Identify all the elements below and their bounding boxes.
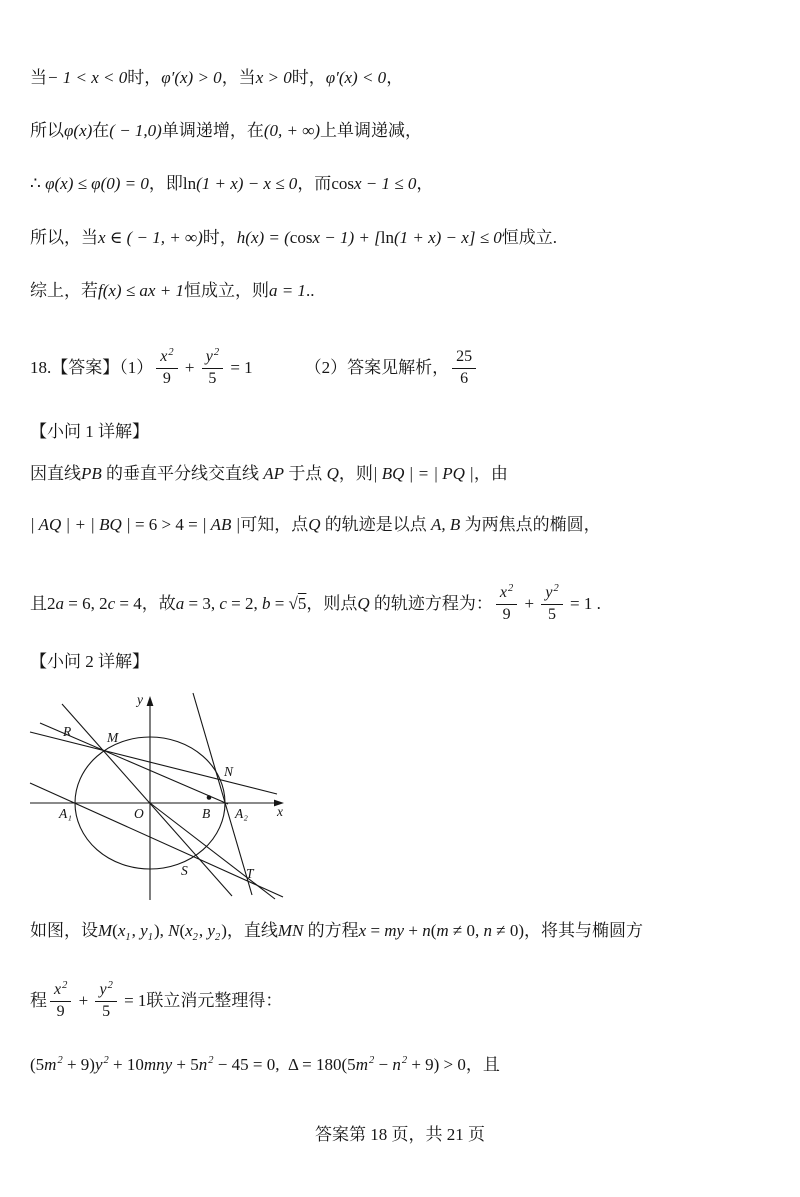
text-run: = 1 — [119, 991, 147, 1010]
point-B-dot — [207, 795, 212, 800]
superscript: 2 — [62, 979, 68, 991]
label-N: N — [224, 764, 234, 779]
text-run: | AQ | + | BQ | — [30, 515, 131, 534]
text-run: 2 — [47, 594, 56, 613]
fraction — [50, 981, 71, 1021]
text-run: ，则点 — [306, 594, 358, 613]
text-run: | AB | — [201, 515, 241, 534]
text-run: n — [198, 1055, 208, 1074]
text-run: 的方程 — [303, 921, 359, 940]
spacer — [253, 368, 305, 369]
text-run: − — [374, 1055, 393, 1074]
text-run: 【小问 1 详解】 — [30, 422, 149, 441]
label-A1: A₁ — [59, 806, 72, 821]
text-run: 恒成立，则 — [183, 281, 269, 300]
text-run: m — [44, 1055, 57, 1074]
text-run: f(x) ≤ ax + 1 — [98, 281, 184, 300]
text-run: ，故 — [141, 594, 176, 613]
line-A2NT — [193, 693, 252, 895]
text-run: ，且 — [465, 1055, 500, 1074]
line-OT — [150, 803, 275, 899]
text-run: N — [168, 921, 180, 940]
text-run: 9 — [502, 605, 511, 623]
text-run: 所以 — [30, 121, 64, 140]
text-run: 程 — [30, 991, 47, 1010]
label-R: R — [63, 724, 72, 739]
text-run: M — [98, 921, 113, 940]
page-footer — [0, 1124, 800, 1146]
text-run: ln — [182, 174, 197, 193]
text-run: 时， — [127, 68, 162, 87]
text-run: 时， — [291, 68, 326, 87]
text-run: + 9) — [62, 1055, 95, 1074]
text-run: , — [198, 921, 208, 940]
fraction — [496, 584, 517, 624]
text-run: (1 + x) − x] ≤ 0 — [393, 228, 502, 247]
superscript: 2 — [508, 582, 514, 594]
fraction — [202, 348, 223, 388]
solution-line-13 — [30, 972, 282, 1030]
text-run: − 1 < x < 0 — [47, 68, 128, 87]
solution-line-4 — [30, 226, 557, 250]
text-run: b — [261, 594, 271, 613]
text-run: ，将其与椭圆方 — [524, 921, 643, 940]
text-run: ，即 — [148, 174, 183, 193]
text-run: = 3, — [184, 594, 220, 613]
text-run: 页 — [463, 1125, 485, 1144]
text-run: ( − 1, + ∞) — [126, 228, 203, 247]
text-run: （2）答案见解析， — [304, 358, 450, 377]
text-run: = 2, — [226, 594, 262, 613]
text-run: n — [483, 921, 492, 940]
text-run: AP — [263, 464, 285, 483]
answer-line-q18 — [30, 340, 479, 396]
text-run: ( — [179, 921, 186, 940]
text-run: 恒成立. — [501, 228, 558, 247]
subscript: 2 — [192, 932, 198, 944]
text-run: 18. — [30, 358, 52, 377]
text-run: = 1 — [226, 358, 253, 377]
superscript: 2 — [213, 346, 220, 358]
text-run: 的垂直平分线交直线 — [101, 464, 264, 483]
text-run: mny — [143, 1055, 173, 1074]
text-run: 单调递增，在 — [161, 121, 264, 140]
text-run: h(x) = ( — [236, 228, 290, 247]
superscript: 2 — [57, 1055, 63, 1067]
subscript: 1 — [147, 932, 153, 944]
subquestion-2-header — [30, 650, 149, 674]
label-B: B — [202, 806, 211, 821]
text-run: cos — [289, 228, 313, 247]
fraction — [452, 348, 476, 388]
text-run: ( — [112, 921, 118, 940]
text-run: x > 0 — [255, 68, 292, 87]
text-run: c — [219, 594, 227, 613]
text-run: + 5 — [172, 1055, 199, 1074]
text-run: + — [520, 594, 539, 613]
solution-line-14 — [30, 1053, 500, 1077]
text-run: 所以，当 — [30, 228, 98, 247]
solution-line-3 — [30, 172, 433, 196]
solution-line-8 — [30, 462, 508, 486]
text-run: = 6 > 4 = — [130, 515, 202, 534]
text-run: 9 — [56, 1002, 65, 1020]
ellipse-diagram-svg — [25, 690, 292, 905]
text-run: 且 — [30, 594, 47, 613]
text-run: 25 — [456, 348, 473, 366]
text-run: ， — [386, 68, 404, 87]
text-run: = 1 . — [565, 594, 601, 613]
text-run: = 6, 2 — [64, 594, 108, 613]
text-run: y — [94, 1055, 103, 1074]
label-x: x — [277, 804, 283, 819]
text-run: 5 — [297, 594, 307, 613]
text-run: 如图，设 — [30, 921, 98, 940]
text-run: 因直线 — [30, 464, 81, 483]
text-run: 5 — [208, 369, 217, 387]
subscript: 2 — [214, 932, 221, 944]
label-y: y — [137, 692, 143, 707]
solution-line-1 — [30, 66, 403, 90]
text-run: 答案第 — [315, 1125, 371, 1144]
superscript: 2 — [103, 1055, 109, 1067]
superscript: 2 — [168, 346, 174, 358]
text-run: 的轨迹是以点 — [320, 515, 432, 534]
text-run: 当 — [30, 68, 47, 87]
text-run: = √ — [270, 594, 298, 613]
superscript: 2 — [107, 979, 113, 991]
text-run: 于点 — [284, 464, 327, 483]
text-run: ) — [221, 921, 227, 940]
text-run: φ(x) — [64, 121, 93, 140]
text-run: 的轨迹方程为： — [369, 594, 493, 613]
text-run: ln — [380, 228, 394, 247]
text-run: n — [392, 1055, 401, 1074]
text-run: 上单调递减， — [320, 121, 422, 140]
text-run: (0, + ∞) — [263, 121, 320, 140]
text-run: ∴ — [30, 174, 46, 193]
text-run: x − 1 ≤ 0 — [353, 174, 417, 193]
text-run: = — [366, 921, 385, 940]
text-run: PB — [81, 464, 102, 483]
superscript: 2 — [401, 1055, 408, 1067]
text-run: ≠ 0, — [448, 921, 484, 940]
text-run: my — [384, 921, 405, 940]
text-run: y — [140, 921, 148, 940]
text-run: + — [180, 358, 199, 377]
text-run: 【小问 2 详解】 — [30, 652, 149, 671]
text-run: ，则 — [338, 464, 373, 483]
text-run: φ′(x) > 0 — [161, 68, 222, 87]
text-run: , — [131, 921, 141, 940]
text-run: (5 — [30, 1055, 45, 1074]
text-run: 5 — [102, 1002, 111, 1020]
text-run: MN — [277, 921, 304, 940]
text-run: ≠ 0) — [492, 921, 524, 940]
label-M: M — [107, 730, 119, 745]
text-run: = 4 — [115, 594, 142, 613]
text-run: ， — [416, 174, 434, 193]
y-axis-arrow — [147, 696, 154, 706]
fraction — [156, 348, 177, 388]
label-S: S — [181, 863, 188, 878]
text-run: y — [207, 921, 215, 940]
text-run: 综上，若 — [30, 281, 98, 300]
text-run: ( — [430, 921, 437, 940]
text-run: ∈ — [105, 228, 127, 247]
text-run: Q — [326, 464, 339, 483]
text-run: (1 + x) − x ≤ 0 — [196, 174, 298, 193]
fraction — [95, 981, 116, 1021]
text-run: x — [185, 921, 193, 940]
text-run: + 9) > 0 — [407, 1055, 466, 1074]
text-run: c — [107, 594, 116, 613]
text-run: x — [160, 348, 168, 366]
line-MOS — [62, 704, 232, 896]
text-run: x — [499, 584, 508, 602]
text-run: y — [545, 584, 553, 602]
text-run: ，而 — [297, 174, 332, 193]
text-run: y — [99, 981, 107, 999]
text-run: 在 — [92, 121, 110, 140]
solution-line-10 — [30, 576, 601, 632]
subquestion-1-header — [30, 420, 149, 444]
text-run: ，直线 — [226, 921, 278, 940]
text-run: x − 1) + [ — [312, 228, 381, 247]
text-run: x — [54, 981, 62, 999]
superscript: 2 — [553, 582, 559, 594]
text-run: 18 — [370, 1125, 388, 1144]
text-run: x — [117, 921, 126, 940]
solution-line-2 — [30, 119, 422, 143]
solution-line-12 — [30, 919, 643, 943]
text-run: x — [98, 228, 106, 247]
text-run: a = 1 — [268, 281, 306, 300]
text-run: 页，共 — [387, 1125, 447, 1144]
text-run: m — [355, 1055, 368, 1074]
text-run: a — [55, 594, 64, 613]
text-run: ，当 — [221, 68, 256, 87]
text-run: φ′(x) < 0 — [325, 68, 387, 87]
text-run: A, B — [431, 515, 461, 534]
text-run: m — [436, 921, 449, 940]
fraction — [541, 584, 562, 624]
text-run: 5 — [548, 605, 557, 623]
text-run: ，由 — [473, 464, 508, 483]
text-run: + 10 — [108, 1055, 144, 1074]
text-run: y — [205, 348, 213, 366]
text-run: n — [422, 921, 431, 940]
text-run: − 45 = 0, Δ = 180(5 — [213, 1055, 356, 1074]
line-MN — [30, 732, 277, 794]
text-run: x — [358, 921, 367, 940]
text-run: cos — [331, 174, 354, 193]
superscript: 2 — [208, 1055, 214, 1067]
text-run: .. — [305, 281, 315, 300]
text-run: 21 — [446, 1125, 464, 1144]
text-run: 【答案】（1） — [51, 358, 154, 377]
text-run: | BQ | = | PQ | — [372, 464, 474, 483]
text-run: Q — [357, 594, 370, 613]
text-run: 6 — [460, 369, 469, 387]
text-run: + — [404, 921, 423, 940]
text-run: ), — [153, 921, 169, 940]
text-run: 9 — [162, 369, 171, 387]
text-run: a — [175, 594, 185, 613]
text-run: 为两焦点的椭圆， — [460, 515, 601, 534]
text-run: 可知，点 — [240, 515, 309, 534]
ellipse-figure — [25, 690, 292, 910]
label-A2: A₂ — [235, 806, 248, 821]
subscript: 1 — [125, 932, 131, 944]
label-T: T — [246, 866, 254, 881]
text-run: φ(x) ≤ φ(0) = 0 — [45, 174, 149, 193]
solution-line-9 — [30, 513, 601, 537]
label-O: O — [134, 806, 144, 821]
superscript: 2 — [368, 1055, 375, 1067]
text-run: + — [74, 991, 93, 1010]
text-run: 联立消元整理得： — [146, 991, 283, 1010]
text-run: ( − 1,0) — [109, 121, 162, 140]
solution-line-5 — [30, 279, 314, 303]
text-run: Q — [308, 515, 321, 534]
text-run: 时， — [202, 228, 237, 247]
